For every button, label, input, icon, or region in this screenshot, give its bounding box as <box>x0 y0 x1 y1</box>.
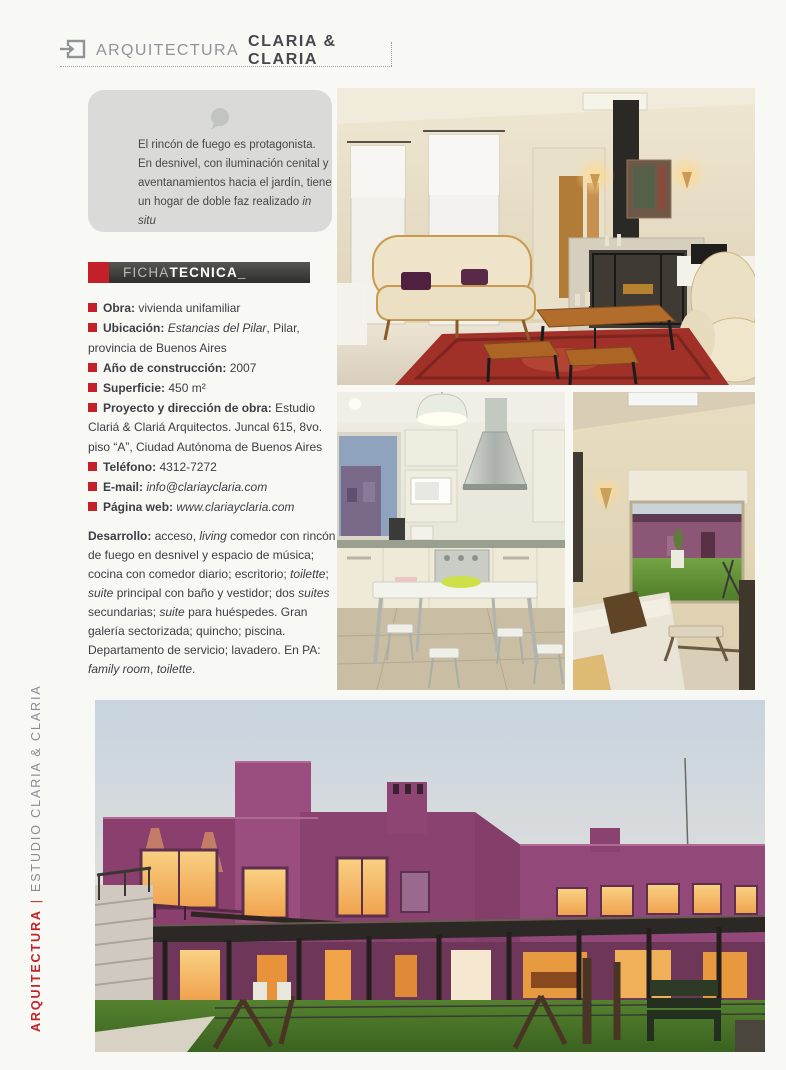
ficha-item-proyecto <box>88 399 334 458</box>
rug <box>395 328 729 385</box>
intro-callout <box>88 90 332 232</box>
photo-kitchen <box>337 392 565 690</box>
red-square-bullet-icon <box>88 383 97 392</box>
red-square-bullet-icon <box>88 303 97 312</box>
roman-shade <box>628 470 748 504</box>
studio-name: CLARIA & CLARIA <box>248 33 337 68</box>
ficha-item-text: Teléfono: 4312-7272 <box>103 459 217 474</box>
spotlight <box>349 398 361 410</box>
planter <box>671 550 684 568</box>
ficha-item-ano <box>88 359 334 379</box>
artwork <box>627 160 671 218</box>
ficha-item-text: Año de construcción: 2007 <box>103 360 257 375</box>
red-square-icon <box>88 262 109 283</box>
ficha-tecnica-header <box>88 262 310 283</box>
section-label: ARQUITECTURA <box>96 42 240 59</box>
photo-exterior-house <box>95 700 765 1052</box>
dining-silhouette <box>531 972 579 988</box>
intro-callout-text: El rincón de fuego es protagonista. En desnivel, con iluminación cenital y aventanamientos hacia el jardín, tiene un hogar de doble faz realizado in situ <box>138 139 332 227</box>
ficha-item-email <box>88 478 334 498</box>
desarrollo-paragraph: Desarrollo: acceso, living comedor con rincón de fuego en desnivel y espacio de música; cocina con comedor diario; escritorio; toilette; suite principal con baño y vestidor; dos suites secundarias; suite para huéspedes. Gran galería sectorizada; quincho; piscina. Departamento de servicio; lavadero. En PA: family room, toilette. <box>88 529 336 676</box>
lit-door <box>180 950 220 1000</box>
dark-furniture <box>739 580 755 690</box>
ficha-item-obra <box>88 299 334 319</box>
red-square-bullet-icon <box>88 323 97 332</box>
red-square-bullet-icon <box>88 482 97 491</box>
ficha-item-text: Superficie: 450 m² <box>103 380 206 395</box>
red-square-bullet-icon <box>88 403 97 412</box>
ficha-item-ubicacion <box>88 319 334 358</box>
red-square-bullet-icon <box>88 502 97 511</box>
sidebar-studio-label: ESTUDIO CLARIA & CLARIA <box>29 684 43 893</box>
daybed <box>573 591 685 690</box>
ficha-item-superficie <box>88 379 334 399</box>
ficha-item-text: E-mail: info@clariayclaria.com <box>103 479 268 494</box>
ficha-item-text: Ubicación: Estancias del Pilar, Pilar, provincia de Buenos Aires <box>88 321 300 355</box>
section-header <box>60 33 392 68</box>
arrow-enter-icon <box>60 38 87 65</box>
ficha-tecnica-title <box>109 262 310 283</box>
ficha-item-text: Proyecto y dirección de obra: Estudio Clariá & Clariá Arquitectos. Juncal 615, 8vo. piso “A”, Ciudad Autónoma de Buenos Aires <box>88 400 323 454</box>
photo-living-room <box>337 88 755 385</box>
sidebar-separator: | <box>29 898 43 904</box>
sidebar-section-label: ARQUITECTURA <box>29 909 43 1032</box>
photo-gallery <box>573 392 755 690</box>
ficha-tecnica-list <box>88 299 334 518</box>
ficha-title-light: FICHA <box>123 265 170 280</box>
speech-bubble-icon <box>206 106 232 132</box>
bowl <box>441 576 481 588</box>
staircase <box>95 868 153 1002</box>
countertop <box>337 540 565 548</box>
red-square-bullet-icon <box>88 462 97 471</box>
ficha-item-telefono <box>88 458 334 478</box>
garden-window <box>631 502 743 602</box>
ficha-title-suffix: _ <box>237 265 247 280</box>
skylight <box>628 392 698 406</box>
wall-frame <box>573 452 583 582</box>
side-table <box>337 283 367 345</box>
ficha-item-web <box>88 498 334 518</box>
dark-table <box>735 1020 765 1052</box>
ficha-item-text: Obra: vivienda unifamiliar <box>103 301 241 315</box>
ficha-item-text: Página web: www.clariayclaria.com <box>103 499 295 514</box>
page-edge-caption <box>29 684 43 1032</box>
red-square-bullet-icon <box>88 363 97 372</box>
ficha-title-bold: TECNICA <box>169 265 238 280</box>
